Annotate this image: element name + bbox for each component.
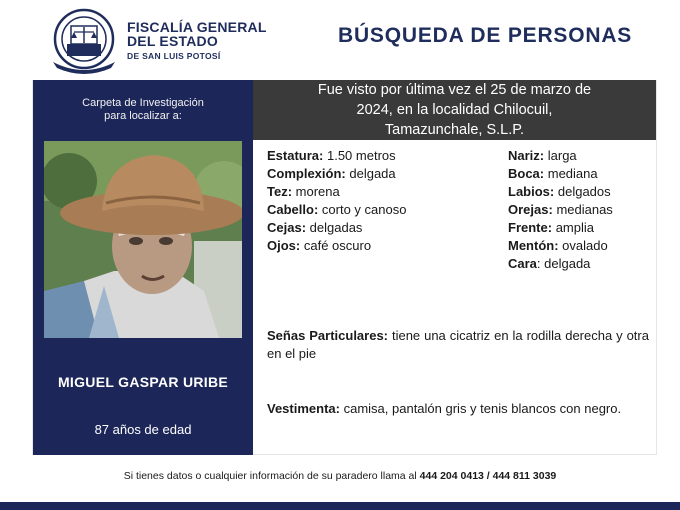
vestimenta-label: Vestimenta:	[267, 401, 340, 416]
attr-label: Boca:	[508, 166, 545, 181]
attr-value: delgadas	[309, 220, 363, 235]
org-line-1: FISCALÍA GENERAL	[127, 19, 267, 35]
attr-value: larga	[547, 148, 577, 163]
attr-value: 1.50 metros	[326, 148, 396, 163]
attr-value: amplia	[555, 220, 594, 235]
attr-label: Frente:	[508, 220, 553, 235]
attributes-right	[508, 147, 613, 273]
bottom-bar	[0, 502, 680, 510]
carpeta-line-1: Carpeta de Investigación	[82, 97, 204, 109]
organization-name	[127, 20, 267, 63]
page-title: BÚSQUEDA DE PERSONAS	[338, 24, 633, 47]
carpeta-line-2: para localizar a:	[104, 110, 182, 122]
attr-value: medianas	[556, 202, 613, 217]
person-age: 87 años de edad	[94, 422, 192, 437]
attr-value: corto y canoso	[321, 202, 407, 217]
attr-labios	[508, 183, 613, 201]
attr-estatura	[267, 147, 406, 165]
vestimenta	[267, 400, 649, 418]
attr-label: Cabello:	[267, 202, 319, 217]
last-seen-banner	[253, 80, 656, 140]
attr-menton	[508, 237, 613, 255]
attr-ojos	[267, 237, 406, 255]
attr-cara	[508, 255, 613, 273]
senas-particulares	[267, 327, 649, 363]
footer-text: Si tienes datos o cualquier información de su paradero llama al	[123, 470, 420, 482]
header	[0, 0, 680, 78]
attr-label: Estatura:	[267, 148, 324, 163]
senas-label: Señas Particulares:	[267, 328, 389, 343]
org-line-3: DE SAN LUIS POTOSÍ	[127, 51, 221, 61]
footer-contact	[0, 470, 680, 482]
attr-value: morena	[295, 184, 340, 199]
org-line-2: DEL ESTADO	[127, 33, 218, 49]
attributes-left	[267, 147, 406, 255]
attr-label: Nariz:	[508, 148, 545, 163]
attr-label: Cara	[508, 256, 537, 271]
attr-label: Tez:	[267, 184, 293, 199]
attr-value: delgados	[557, 184, 611, 199]
attr-value: delgada	[349, 166, 396, 181]
attr-boca	[508, 165, 613, 183]
attr-value: : delgada	[536, 256, 591, 271]
attr-complexion	[267, 165, 406, 183]
attr-tez	[267, 183, 406, 201]
attr-label: Orejas:	[508, 202, 553, 217]
last-seen-line-1: Fue visto por última vez el 25 de marzo de	[317, 82, 592, 98]
attr-label: Labios:	[508, 184, 555, 199]
person-photo	[44, 141, 242, 338]
vestimenta-value: camisa, pantalón gris y tenis blancos con negro.	[343, 401, 622, 416]
attr-orejas	[508, 201, 613, 219]
attr-nariz	[508, 147, 613, 165]
person-name: MIGUEL GASPAR URIBE	[57, 374, 229, 390]
left-panel	[33, 80, 253, 455]
attr-label: Cejas:	[267, 220, 307, 235]
attr-label: Ojos:	[267, 238, 301, 253]
fiscalia-seal-icon	[45, 8, 123, 74]
attr-label: Mentón:	[508, 238, 559, 253]
attr-label: Complexión:	[267, 166, 346, 181]
attr-value: ovalado	[562, 238, 608, 253]
attr-cejas	[267, 219, 406, 237]
attr-value: mediana	[547, 166, 598, 181]
footer-phones: 444 204 0413 / 444 811 3039	[419, 470, 557, 482]
carpeta-label	[33, 97, 253, 123]
attr-cabello	[267, 201, 406, 219]
attr-frente	[508, 219, 613, 237]
last-seen-line-3: Tamazunchale, S.L.P.	[384, 122, 525, 138]
last-seen-line-2: 2024, en la localidad Chilocuil,	[356, 102, 553, 118]
attr-value: café oscuro	[303, 238, 372, 253]
senas-value: tiene una cicatriz en la rodilla derecha y otra en el pie	[267, 328, 649, 361]
missing-person-photo-icon	[44, 141, 242, 338]
